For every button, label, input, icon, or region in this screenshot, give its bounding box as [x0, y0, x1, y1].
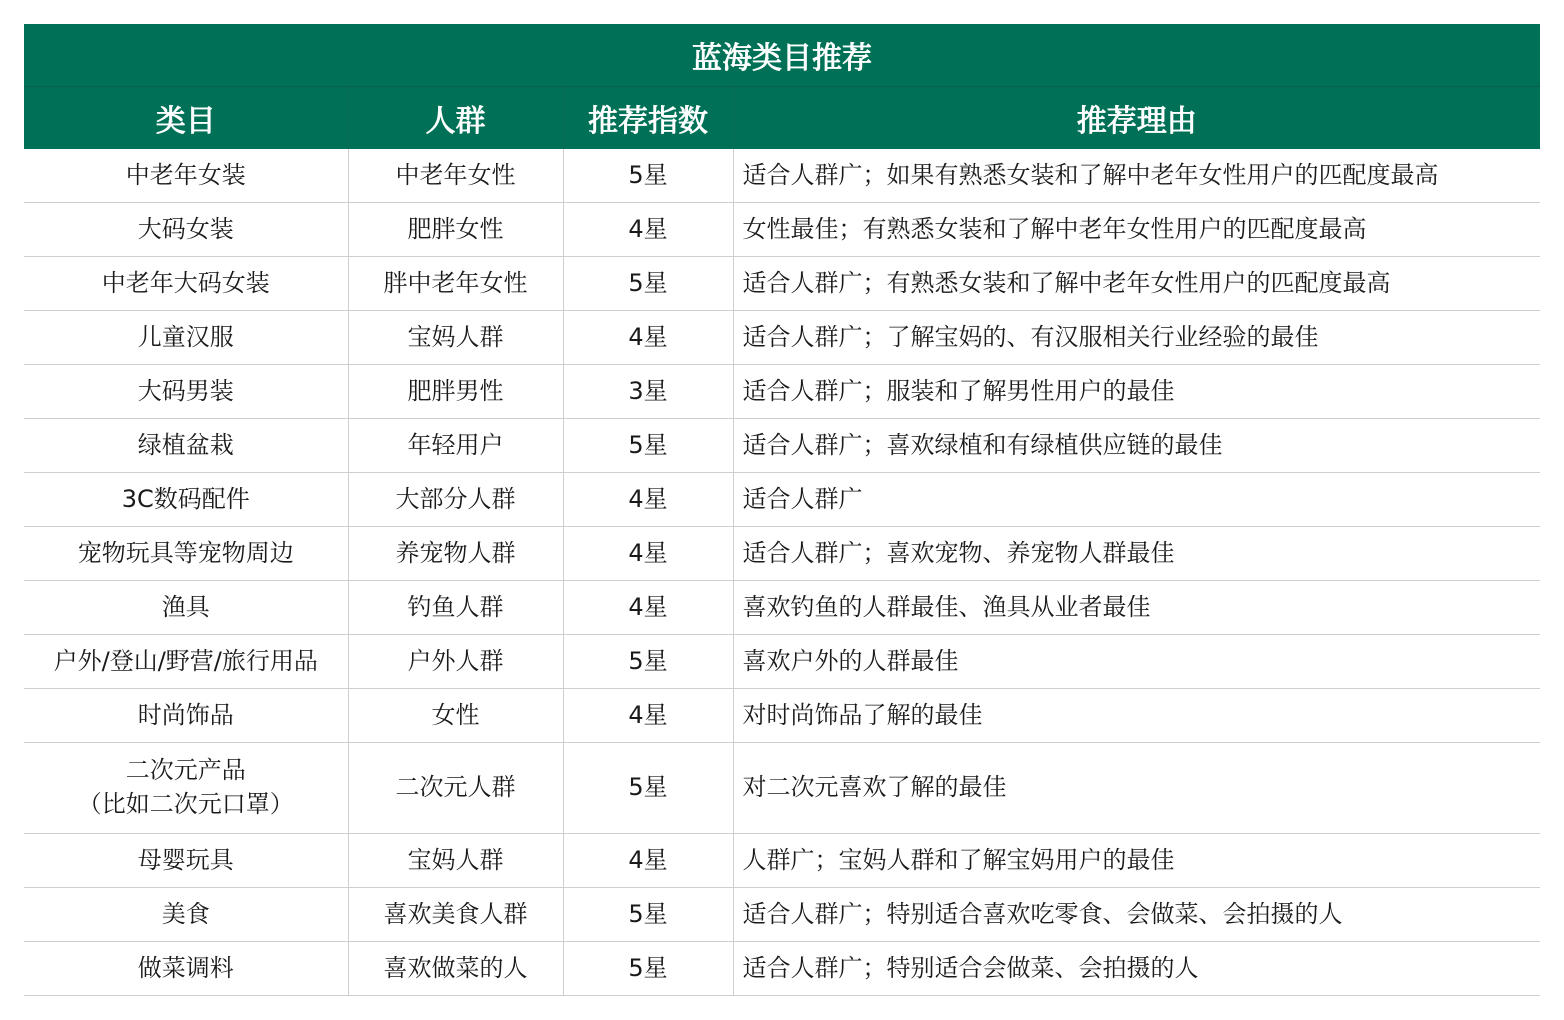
table-row[interactable]	[24, 203, 1540, 257]
cell-rating: 4星	[563, 834, 733, 888]
column-header-audience[interactable]: 人群	[348, 87, 563, 150]
cell-category: 中老年大码女装	[24, 257, 348, 311]
cell-reason: 适合人群广；如果有熟悉女装和了解中老年女性用户的匹配度最高	[733, 149, 1540, 203]
table-row[interactable]	[24, 473, 1540, 527]
cell-rating: 5星	[563, 149, 733, 203]
table-header-row	[24, 87, 1540, 150]
table-row[interactable]	[24, 888, 1540, 942]
table-title-row	[24, 24, 1540, 87]
cell-category: 儿童汉服	[24, 311, 348, 365]
cell-rating: 3星	[563, 365, 733, 419]
cell-audience: 胖中老年女性	[348, 257, 563, 311]
cell-rating: 5星	[563, 743, 733, 834]
column-header-category[interactable]: 类目	[24, 87, 348, 150]
cell-audience: 户外人群	[348, 635, 563, 689]
cell-reason: 适合人群广；特别适合会做菜、会拍摄的人	[733, 942, 1540, 996]
column-header-rating[interactable]: 推荐指数	[563, 87, 733, 150]
cell-rating: 5星	[563, 942, 733, 996]
cell-category: 绿植盆栽	[24, 419, 348, 473]
table-row[interactable]	[24, 257, 1540, 311]
table-row[interactable]	[24, 419, 1540, 473]
cell-audience: 年轻用户	[348, 419, 563, 473]
cell-audience: 钓鱼人群	[348, 581, 563, 635]
cell-category: 宠物玩具等宠物周边	[24, 527, 348, 581]
table-row[interactable]	[24, 311, 1540, 365]
cell-rating: 5星	[563, 635, 733, 689]
table-title: 蓝海类目推荐	[24, 24, 1540, 87]
cell-category: 母婴玩具	[24, 834, 348, 888]
cell-reason: 适合人群广；有熟悉女装和了解中老年女性用户的匹配度最高	[733, 257, 1540, 311]
cell-category: 做菜调料	[24, 942, 348, 996]
cell-reason: 适合人群广；了解宝妈的、有汉服相关行业经验的最佳	[733, 311, 1540, 365]
cell-reason: 适合人群广；服装和了解男性用户的最佳	[733, 365, 1540, 419]
recommendation-table	[24, 24, 1540, 996]
cell-audience: 喜欢美食人群	[348, 888, 563, 942]
recommendation-table-container	[24, 24, 1540, 996]
table-row[interactable]	[24, 635, 1540, 689]
cell-rating: 4星	[563, 473, 733, 527]
cell-audience: 中老年女性	[348, 149, 563, 203]
cell-audience: 女性	[348, 689, 563, 743]
column-header-reason[interactable]: 推荐理由	[733, 87, 1540, 150]
cell-rating: 4星	[563, 527, 733, 581]
cell-category: 大码女装	[24, 203, 348, 257]
cell-audience: 养宠物人群	[348, 527, 563, 581]
table-row[interactable]	[24, 942, 1540, 996]
table-row[interactable]	[24, 834, 1540, 888]
cell-reason: 女性最佳；有熟悉女装和了解中老年女性用户的匹配度最高	[733, 203, 1540, 257]
cell-audience: 肥胖女性	[348, 203, 563, 257]
cell-reason: 适合人群广	[733, 473, 1540, 527]
cell-category: 中老年女装	[24, 149, 348, 203]
table-row[interactable]	[24, 149, 1540, 203]
cell-reason: 适合人群广；喜欢宠物、养宠物人群最佳	[733, 527, 1540, 581]
cell-reason: 对二次元喜欢了解的最佳	[733, 743, 1540, 834]
cell-rating: 4星	[563, 581, 733, 635]
cell-category: 时尚饰品	[24, 689, 348, 743]
cell-rating: 5星	[563, 257, 733, 311]
table-row[interactable]	[24, 581, 1540, 635]
cell-rating: 4星	[563, 689, 733, 743]
cell-reason: 喜欢钓鱼的人群最佳、渔具从业者最佳	[733, 581, 1540, 635]
cell-reason: 人群广；宝妈人群和了解宝妈用户的最佳	[733, 834, 1540, 888]
cell-audience: 大部分人群	[348, 473, 563, 527]
cell-reason: 适合人群广；喜欢绿植和有绿植供应链的最佳	[733, 419, 1540, 473]
cell-category: 户外/登山/野营/旅行用品	[24, 635, 348, 689]
cell-audience: 二次元人群	[348, 743, 563, 834]
cell-reason: 对时尚饰品了解的最佳	[733, 689, 1540, 743]
cell-audience: 肥胖男性	[348, 365, 563, 419]
cell-category: 渔具	[24, 581, 348, 635]
cell-reason: 适合人群广；特别适合喜欢吃零食、会做菜、会拍摄的人	[733, 888, 1540, 942]
cell-audience: 喜欢做菜的人	[348, 942, 563, 996]
cell-category: 大码男装	[24, 365, 348, 419]
cell-audience: 宝妈人群	[348, 834, 563, 888]
cell-category: 美食	[24, 888, 348, 942]
cell-rating: 5星	[563, 888, 733, 942]
cell-category	[24, 743, 348, 834]
cell-category: 3C数码配件	[24, 473, 348, 527]
cell-category-main: 二次元产品	[125, 756, 246, 785]
table-row[interactable]	[24, 689, 1540, 743]
cell-rating: 5星	[563, 419, 733, 473]
table-row[interactable]	[24, 365, 1540, 419]
cell-rating: 4星	[563, 311, 733, 365]
table-row[interactable]	[24, 527, 1540, 581]
table-row[interactable]	[24, 743, 1540, 834]
cell-rating: 4星	[563, 203, 733, 257]
cell-reason: 喜欢户外的人群最佳	[733, 635, 1540, 689]
cell-category-note: （比如二次元口罩）	[77, 790, 294, 818]
cell-audience: 宝妈人群	[348, 311, 563, 365]
